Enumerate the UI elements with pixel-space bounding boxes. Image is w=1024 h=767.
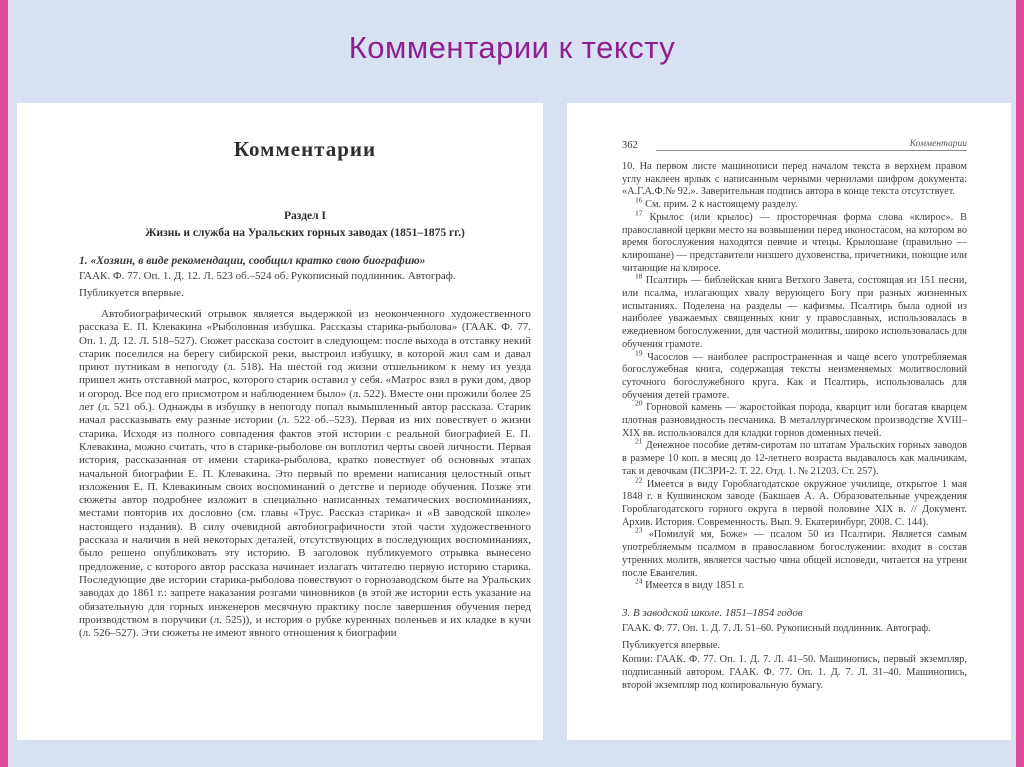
note (622, 525, 967, 580)
note-number: 20 (635, 398, 643, 408)
note-text: Псалтирь — библейская книга Ветхого Завета, состоящая из 151 песни, или псалма, излагающих хвалу верующего Богу при разных жизненных испытаниях. Поделена на разделы — кафизмы. Псалтирь была одной из наиболее уважаемых священных книг у православных, использовалась в ежедневном богослужении, для частной молитвы, широко использовалась для обучения грамоте. (622, 275, 967, 350)
note (622, 398, 967, 440)
note-text: Имеется в виду Гороблагодатское окружное училище, открытое 1 мая 1848 г. в Кушвинском заводе (Бакшаев А. А. Образовательные учреждения Гороблагодатского горного округа в первой половине XIX в. // Документ. Архив. История. Современность. Вып. 9. Екатеринбург, 2008. С. 144). (622, 478, 968, 528)
next-entry-title: 3. В заводской школе. 1851–1854 годов (622, 606, 803, 619)
slide-title: Комментарии к тексту (348, 30, 676, 65)
note-text: На первом листе машинописи перед началом текста в верхнем правом углу наклеен ярлык с написанным черными чернилами шифром документа: «А.Г.А.Ф.№ 92.». Заверительная подпись автора в конце текста отсутствует. (622, 161, 968, 198)
note (622, 475, 968, 530)
left-page (17, 103, 543, 740)
publication-line: Публикуется впервые. (79, 286, 184, 299)
section-title: Жизнь и служба на Уральских горных заводах (1851–1875 гг.) (145, 227, 465, 239)
note-number: 19 (635, 348, 643, 358)
note (622, 161, 967, 199)
right-page (567, 103, 1011, 740)
entry-title: 1. «Хозяин, в виде рекомендации, сообщил кратко свою биографию» (79, 255, 426, 267)
note-text: Горновой камень — жаростойкая порода, кварцит или богатая кварцем плотная разновидность песчаника. В металлургическом производстве XVIII–XIX вв. использовался для кладки горнов доменных печей. (622, 402, 967, 439)
note (622, 208, 967, 276)
note-text: «Помилуй мя, Боже» — псалом 50 из Псалтири. Является самым употребляемым псалмом в православном богослужении: входит в состав утренних молитв, является частью чина общей исповеди, читается на утрени после Евангелия. (622, 529, 967, 579)
note (622, 195, 967, 212)
note-text: Часослов — наиболее распространенная и чаще всего употребляемая богослужебная книга, содержащая тексты неизменяемых молитвословий суточного богослужебного круга. Как и Псалтирь, использовалась для обучения детей грамоте. (622, 351, 967, 401)
note-text: Крылос (или крылос) — просторечная форма слова «клирос». В православной церкви место на возвышении перед иконостасом, на котором во время богослужения находятся певчие и чтецы. Крылошане (правильно — клирошане) — представители низшего духовенства, причетники, поющие или читающие на клиросе. (622, 211, 967, 274)
left-accent-strip (0, 0, 8, 767)
section-label: Раздел I (284, 210, 326, 222)
note-text: Денежное пособие детям-сиротам по штатам Уральских горных заводов в размере 10 коп. в месяц до 12-летнего возраста выдавалось как мальчикам, так и девочкам (ПСЗРИ-2. Т. 22. Отд. 1. № 21203. Ст. 257). (622, 440, 967, 477)
note-number: 16 (635, 195, 643, 205)
note (622, 437, 967, 478)
next-entry-publication-line: Публикуется впервые. (622, 639, 721, 651)
header-rule (656, 150, 967, 151)
note-number: 23 (635, 525, 643, 535)
notes-list (622, 161, 967, 593)
running-header: Комментарии (909, 139, 967, 149)
book-heading: Комментарии (233, 137, 377, 161)
note-text: См. прим. 2 к настоящему разделу. (645, 199, 798, 211)
next-entry-copies: Копии: ГААК. Ф. 77. Оп. 1. Д. 7. Л. 41–50. Машинопись, первый экземпляр, подписанный автором. ГААК. Ф. 77. Оп. 1. Д. 7. Л. 31–40. Машинопись, второй экземпляр под копировальную бумагу. (622, 654, 967, 691)
right-accent-strip (1016, 0, 1024, 767)
note-number: 21 (635, 437, 643, 447)
note (622, 576, 967, 593)
next-entry-source-line: ГААК. Ф. 77. Оп. 1. Д. 7. Л. 51–60. Рукописный подлинник. Автограф. (622, 622, 931, 634)
page-number: 362 (622, 140, 638, 151)
note (622, 271, 967, 351)
commentary-body: Автобиографический отрывок является выдержкой из неоконченного художественного рассказа Е. П. Клевакина «Рыболовная избушка. Рассказы старика-рыболова» (ГААК. Ф. 77. Оп. 1. Д. 12. Л. 518–527). Сюжет рассказа состоит в следующем: после выхода в отставку некий старик поселился на берегу сибирской реки, выстроил избушку, в которой жил сам и давал приют путникам в непогоду (л. 518). На шестой год жизни отшельником к нему из уезда пришел жить отставной матрос, которого старик оставил у себя. «Матрос взял в руки дом, двор и огород. Все под его присмотром и наблюдением было» (л. 522). Вместе они прожили более 25 лет (л. 521 об.). Однажды в избушку в непогоду попал вымышленный автор рассказа. Старик начал рассказывать ему разные истории (л. 522 об.–523). Первая из них повествует о жизни старика. Исходя из полного совпадения фактов этой истории с реальной биографией Е. П. Клевакина, можно считать, что в старике-рыболове он воплотил черты своей личности. Первая история, рассказанная от имени старика-рыболова, кратко повествует об основных этапах начальной биографии Е. П. Клевакина. Это первый по времени написания целостный опыт изложения Е. П. Клевакиным своих воспоминаний о детстве и периоде обучения. Позже эти сюжеты автор подробнее изложит в специально написанных тематических воспоминаниях, местами повторив их дословно (см. главы «Трус. Рассказ старика» и «В заводской школе» настоящего издания). В силу очевидной автобиографичности этой части художественного рассказа и наличия в ней некоторых деталей, отсутствующих в последующих воспоминаниях, было решено опубликовать эту историю. В заголовок публикуемого отрывка вынесено предложение, с которого автор рассказа начинает излагать читателю первую историю старика. Последующие две истории старика-рыболова повествуют о горнозаводском быте на Уральских заводах до 1861 г.: запрете наказания розгами чиновников (в этой же истории есть указание на обязательную для горных инженеров месячную практику после завершения обучения перед производством в поручики (л. 525)), и история о рубке куренных поленьев и их кладке в кучи (л. 526–527). Эти сюжеты не имеют явного отношения к биографии (79, 308, 531, 640)
note-number: 18 (635, 271, 643, 281)
source-line: ГААК. Ф. 77. Оп. 1. Д. 12. Л. 523 об.–524 об. Рукописный подлинник. Автограф. (79, 270, 456, 282)
page-header (622, 137, 967, 153)
note (622, 348, 967, 403)
note-number: 22 (635, 475, 643, 485)
note-text: Имеется в виду 1851 г. (645, 580, 745, 592)
note-number: 24 (635, 576, 643, 586)
note-number: 17 (635, 208, 643, 218)
note-number: 10. (622, 161, 635, 172)
